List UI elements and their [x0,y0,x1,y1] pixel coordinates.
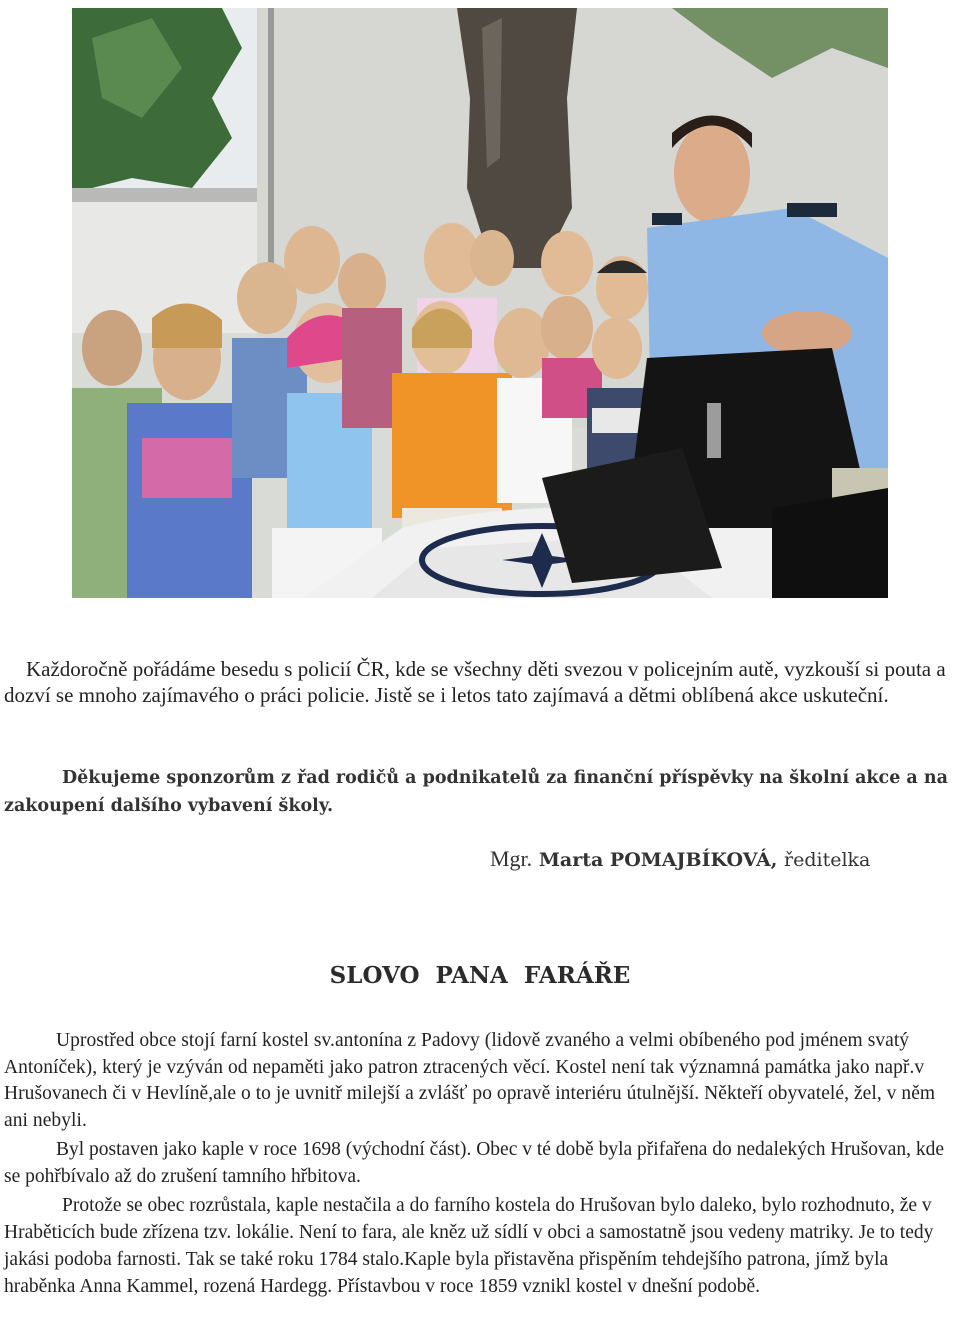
thanks-text: Děkujeme sponzorům z řad rodičů a podnikatelů za finanční příspěvky na školní akce a na zakoupení dalšího vybavení školy. [4,768,948,816]
signature-role: ředitelka [784,849,871,871]
intro-text: Každoročně pořádáme besedu s policií ČR, kde se všechny děti svezou v policejním autě, vyzkouší si pouta a dozví se mnoho zajímavého o práci policie. Jistě se i letos tato zajímavá a dětmi oblíbená akce uskuteční. [4,657,946,707]
police-visit-photo [72,8,888,598]
intro-paragraph [4,656,956,708]
body-paragraph-1 [4,1028,956,1134]
photo-illustration [72,8,888,598]
signature [490,846,870,872]
body-paragraph-2 [4,1137,956,1190]
thanks-paragraph [4,764,956,820]
section-heading: SLOVO PANA FARÁŘE [329,962,631,989]
body-text-2: Byl postaven jako kaple v roce 1698 (východní část). Obec v té době byla přifařena do nedalekých Hrušovan, kde se pohřbívalo až do zrušení tamního hřbitova. [4,1139,945,1187]
body-paragraph-3 [4,1192,956,1300]
body-text-3: Protože se obec rozrůstala, kaple nestačila a do farního kostela do Hrušovan bylo daleko, bylo rozhodnuto, že v Hraběticích bude zřízena tzv. lokálie. Není to fara, ale kněz už sídlí v obci a samostatně jsou vedeny matriky. Je to tedy jakási podoba farnosti. Tak se také roku 1784 stalo.Kaple byla přistavěna přispěním tehdejšího patrona, jímž byla hraběnka Anna Kammel, rozená Hardegg. Přístavbou v roce 1859 vznikl kostel v dnešní podobě. [4,1195,934,1297]
signature-title: Mgr. [490,846,533,871]
body-text-1: Uprostřed obce stojí farní kostel sv.antonína z Padovy (lidově zvaného a velmi obíbeného pod jménem svatý Antoníček), který je vzýván od nepaměti jako patron ztracených věcí. Kostel není tak významná památka jako např.v Hrušovanech či v Hevlíně,ale o to je uvnitř milejší a zvlášť po opravě interiéru útulnější. Někteří obyvatelé, žel, v něm ani nebyli. [4,1030,936,1131]
signature-name: Marta POMAJBÍKOVÁ, [538,849,778,871]
